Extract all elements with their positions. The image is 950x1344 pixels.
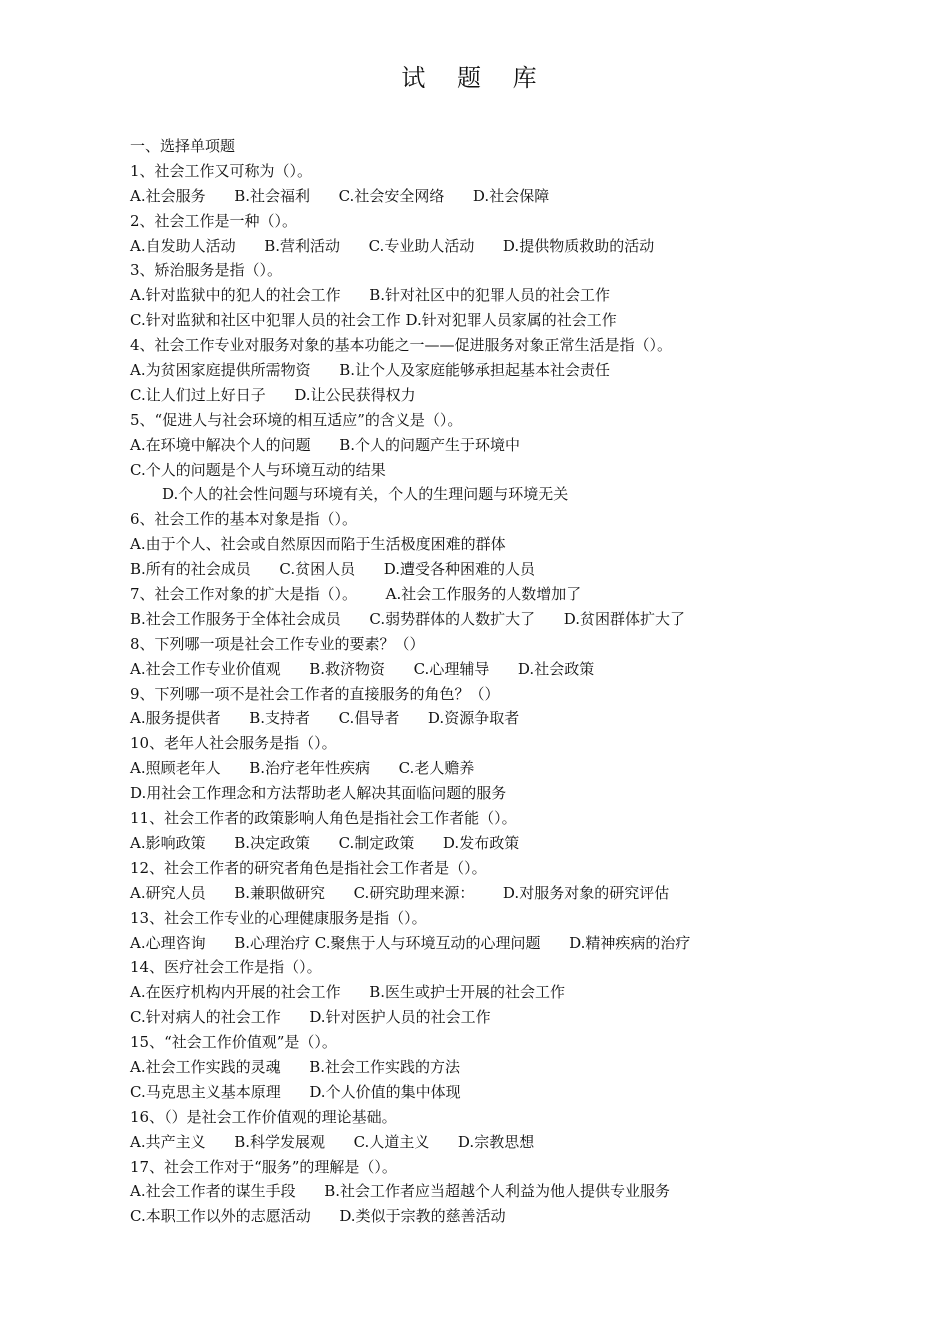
text-line: C.针对病人的社会工作 D.针对医护人员的社会工作 bbox=[130, 1008, 491, 1027]
text-line: A.由于个人、社会或自然原因而陷于生活极度困难的群体 bbox=[130, 535, 506, 554]
text-line: A.研究人员 B.兼职做研究 C.研究助理来源： D.对服务对象的研究评估 bbox=[130, 883, 670, 902]
text-line: C.让人们过上好日子 D.让公民获得权力 bbox=[130, 385, 416, 404]
text-line: 13、社会工作专业的心理健康服务是指（）。 bbox=[130, 908, 427, 927]
text-line: 15、“社会工作价值观”是（）。 bbox=[130, 1033, 337, 1052]
text-line: 3、矫治服务是指（）。 bbox=[130, 261, 283, 280]
text-line: 16、（）是社会工作价值观的理论基础。 bbox=[130, 1107, 397, 1126]
document-title: 试 题 库 bbox=[401, 64, 549, 92]
text-line: A.在医疗机构内开展的社会工作 B.医生或护士开展的社会工作 bbox=[130, 983, 566, 1002]
text-line: C.个人的问题是个人与环境互动的结果 bbox=[130, 460, 386, 479]
text-line: C.本职工作以外的志愿活动 D.类似于宗教的慈善活动 bbox=[130, 1207, 506, 1226]
question-list bbox=[130, 134, 850, 1229]
text-line: 1、社会工作又可称为（）。 bbox=[130, 161, 313, 180]
text-line: B.社会工作服务于全体社会成员 C.弱势群体的人数扩大了 D.贫困群体扩大了 bbox=[130, 609, 685, 628]
text-line: B.所有的社会成员 C.贫困人员 D.遭受各种困难的人员 bbox=[130, 560, 535, 579]
text-line: 12、社会工作者的研究者角色是指社会工作者是（）。 bbox=[130, 858, 487, 877]
text-line: A.照顾老年人 B.治疗老年性疾病 C.老人赡养 bbox=[130, 759, 475, 778]
text-line: A.社会服务 B.社会福利 C.社会安全网络 D.社会保障 bbox=[130, 186, 550, 205]
text-line: 17、社会工作对于“服务”的理解是（）。 bbox=[130, 1157, 397, 1176]
text-line: A.社会工作实践的灵魂 B.社会工作实践的方法 bbox=[130, 1057, 461, 1076]
text-line: D.个人的社会性问题与环境有关，个人的生理问题与环境无关 bbox=[162, 485, 569, 504]
text-line: D.用社会工作理念和方法帮助老人解决其面临问题的服务 bbox=[130, 784, 507, 803]
text-line: A.针对监狱中的犯人的社会工作 B.针对社区中的犯罪人员的社会工作 bbox=[130, 286, 611, 305]
text-line: 2、社会工作是一种（）。 bbox=[130, 211, 298, 230]
text-line: 6、社会工作的基本对象是指（）。 bbox=[130, 510, 358, 529]
text-line: A.共产主义 B.科学发展观 C.人道主义 D.宗教思想 bbox=[130, 1132, 535, 1151]
text-line: 8、下列哪一项是社会工作专业的要素？（） bbox=[130, 634, 425, 653]
text-line: A.社会工作专业价值观 B.救济物资 C.心理辅导 D.社会政策 bbox=[130, 659, 595, 678]
text-line: 14、医疗社会工作是指（）。 bbox=[130, 958, 322, 977]
text-line: 7、社会工作对象的扩大是指（）。 A.社会工作服务的人数增加了 bbox=[130, 585, 582, 604]
text-line: 4、社会工作专业对服务对象的基本功能之一——促进服务对象正常生活是指（）。 bbox=[130, 336, 673, 355]
text-line: A.社会工作者的谋生手段 B.社会工作者应当超越个人利益为他人提供专业服务 bbox=[130, 1182, 671, 1201]
text-line: A.自发助人活动 B.营利活动 C.专业助人活动 D.提供物质救助的活动 bbox=[130, 236, 655, 255]
text-line: C.针对监狱和社区中犯罪人员的社会工作 D.针对犯罪人员家属的社会工作 bbox=[130, 311, 617, 330]
text-line: 一、选择单项题 bbox=[130, 137, 236, 155]
text-line: A.为贫困家庭提供所需物资 B.让个人及家庭能够承担起基本社会责任 bbox=[130, 361, 611, 380]
text-line: A.在环境中解决个人的问题 B.个人的问题产生于环境中 bbox=[130, 435, 521, 454]
text-line: A.影响政策 B.决定政策 C.制定政策 D.发布政策 bbox=[130, 833, 520, 852]
text-line: A.服务提供者 B.支持者 C.倡导者 D.资源争取者 bbox=[130, 709, 520, 728]
text-line: C.马克思主义基本原理 D.个人价值的集中体现 bbox=[130, 1082, 461, 1101]
text-line: 5、“促进人与社会环境的相互适应”的含义是（）。 bbox=[130, 410, 463, 429]
text-line: 9、下列哪一项不是社会工作者的直接服务的角色？（） bbox=[130, 684, 500, 703]
text-line: 11、社会工作者的政策影响人角色是指社会工作者能（）。 bbox=[130, 809, 517, 828]
text-line: A.心理咨询 B.心理治疗 C.聚焦于人与环境互动的心理问题 D.精神疾病的治疗 bbox=[130, 933, 691, 952]
text-line: 10、老年人社会服务是指（）。 bbox=[130, 734, 337, 753]
